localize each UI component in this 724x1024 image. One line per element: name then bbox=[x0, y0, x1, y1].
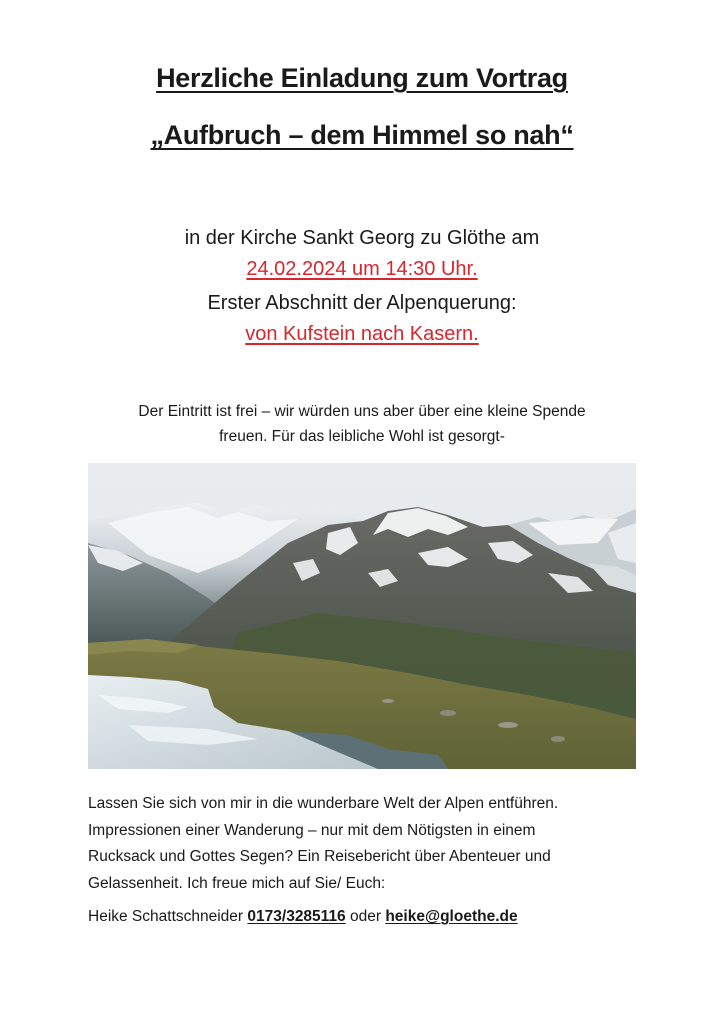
date-text: 24.02.2024 um 14:30 Uhr. bbox=[246, 258, 478, 280]
talk-title: „Aufbruch – dem Himmel so nah“ bbox=[150, 120, 574, 150]
contact-name: Heike Schattschneider bbox=[88, 908, 244, 925]
section-line: Erster Abschnitt der Alpenquerung: bbox=[207, 292, 517, 314]
flyer-title: Herzliche Einladung zum Vortrag bbox=[156, 63, 568, 93]
contact-phone[interactable]: 0173/3285116 bbox=[247, 908, 346, 925]
entry-info-line-2: freuen. Für das leibliche Wohl ist gesorgt- bbox=[219, 428, 505, 445]
contact-email[interactable]: heike@gloethe.de bbox=[385, 908, 518, 925]
contact-line bbox=[88, 908, 648, 926]
alpine-landscape-photo bbox=[88, 463, 636, 769]
route-line bbox=[0, 323, 724, 346]
description-line-2: Impressionen einer Wanderung – nur mit dem Nötigsten in einem bbox=[88, 822, 536, 839]
description-line-4: Gelassenheit. Ich freue mich auf Sie/ Euch: bbox=[88, 875, 386, 892]
contact-connector: oder bbox=[350, 908, 382, 925]
date-line bbox=[0, 258, 724, 281]
location-line: in der Kirche Sankt Georg zu Glöthe am bbox=[184, 227, 540, 249]
description-line-1: Lassen Sie sich von mir in die wunderbare Welt der Alpen entführen. bbox=[88, 795, 559, 812]
route-text: von Kufstein nach Kasern. bbox=[245, 323, 479, 345]
entry-info-line-1: Der Eintritt ist frei – wir würden uns aber über eine kleine Spende bbox=[138, 403, 586, 420]
description-line-3: Rucksack und Gottes Segen? Ein Reisebericht über Abenteuer und bbox=[88, 848, 551, 865]
